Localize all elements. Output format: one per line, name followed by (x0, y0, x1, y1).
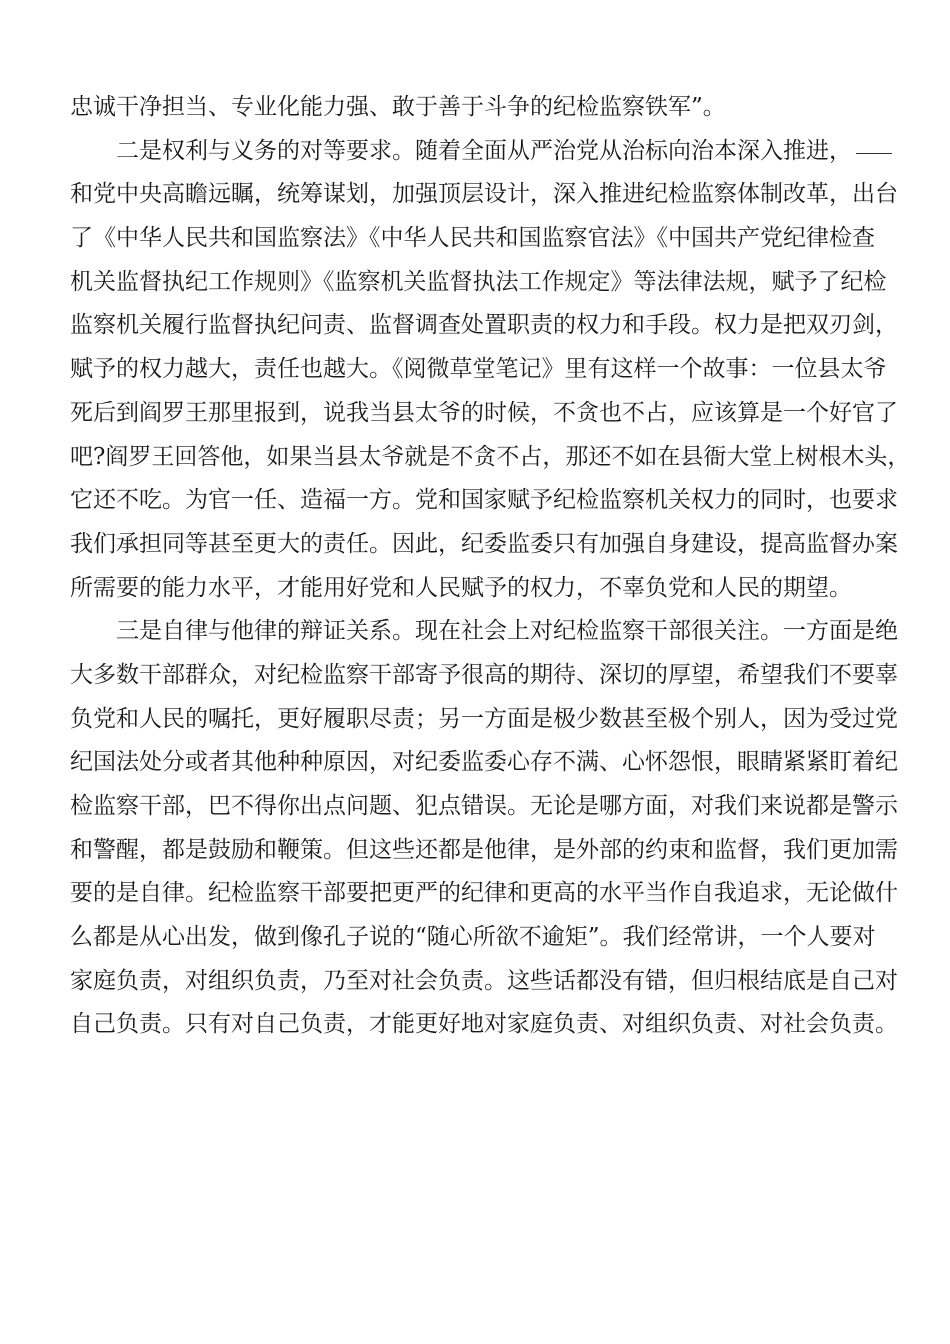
text-line: 它还不吃。为官一任、造福一方。党和国家赋予纪检监察机关权力的同时，也要求 (70, 487, 898, 514)
text-line: 监察机关履行监督执纪问责、监督调查处置职责的权力和手段。权力是把双刃剑， (70, 312, 898, 339)
text-line: 自己负责。只有对自己负责，才能更好地对家庭负责、对组织负责、对社会负责。 (70, 1011, 898, 1038)
paragraph-3 (70, 610, 898, 1047)
text-line: 和党中央高瞻远瞩，统筹谋划，加强顶层设计，深入推进纪检监察体制改革，出台 (70, 181, 898, 208)
text-line: 要的是自律。纪检监察干部要把更严的纪律和更高的水平当作自我追求，无论做什 (70, 880, 898, 907)
text-line-content: 二是权利与义务的对等要求。随着全面从严治党从治标向治本深入推进， (116, 137, 852, 164)
paragraph-1 (70, 86, 890, 130)
text-line: 么都是从心出发，做到像孔子说的“随心所欲不逾矩”。我们经常讲，一个人要对 (70, 924, 876, 951)
text-line: 机关监督执纪工作规则》《监察机关监督执法工作规定》等法律法规，赋予了纪检 (70, 268, 887, 295)
text-line: 赋予的权力越大，责任也越大。《阅微草堂笔记》里有这样一个故事：一位县太爷 (70, 356, 887, 383)
text-line: 所需要的能力水平，才能用好党和人民赋予的权力，不辜负党和人民的期望。 (70, 574, 852, 601)
text-line: 三是自律与他律的辩证关系。现在社会上对纪检监察干部很关注。一方面是绝 (116, 618, 898, 645)
text-line: 纪国法处分或者其他种种原因，对纪委监委心存不满、心怀怨恨，眼睛紧紧盯着纪 (70, 749, 898, 776)
text-line: 家庭负责，对组织负责，乃至对社会负责。这些话都没有错，但归根结底是自己对 (70, 967, 898, 994)
text-line: 负党和人民的嘱托，更好履职尽责；另一方面是极少数甚至极个别人，因为受过党 (70, 705, 898, 732)
paragraph-2 (70, 130, 911, 611)
text-line: 检监察干部，巴不得你出点问题、犯点错误。无论是哪方面，对我们来说都是警示 (70, 793, 898, 819)
text-line (70, 130, 890, 174)
blank-underline (856, 152, 892, 154)
document-body (70, 86, 911, 1047)
text-line: 我们承担同等甚至更大的责任。因此，纪委监委只有加强自身建设，提高监督办案 (70, 530, 898, 557)
text-line: 大多数干部群众，对纪检监察干部寄予很高的期待、深切的厚望，希望我们不要辜 (70, 661, 898, 688)
text-line: 了《中华人民共和国监察法》《中华人民共和国监察官法》《中国共产党纪律检查 (70, 225, 875, 252)
text-line: 死后到阎罗王那里报到，说我当县太爷的时候，不贪也不占，应该算是一个好官了 (70, 399, 898, 426)
text-line: 和警醒，都是鼓励和鞭策。但这些还都是他律，是外部的约束和监督，我们更加需 (70, 836, 898, 863)
text-line: 忠诚干净担当、专业化能力强、敢于善于斗争的纪检监察铁军”。 (70, 94, 726, 120)
text-line: 吧?阎罗王回答他，如果当县太爷就是不贪不占，那还不如在县衙大堂上树根木头， (70, 443, 911, 470)
